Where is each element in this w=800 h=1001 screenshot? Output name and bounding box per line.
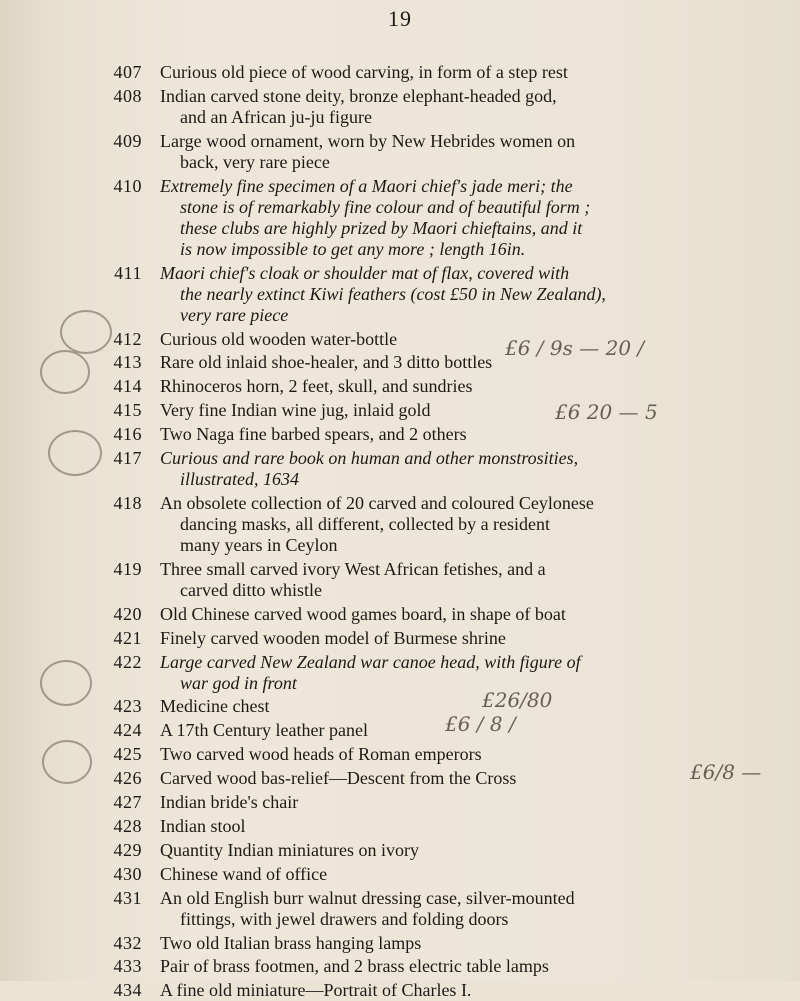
- page-number: 19: [388, 6, 412, 31]
- pencil-circle-icon: [40, 660, 92, 706]
- lot-description-line: Finely carved wooden model of Burmese shrine: [160, 627, 506, 648]
- lot-description-line: Pair of brass footmen, and 2 brass electric table lamps: [160, 956, 549, 977]
- lot-description: [160, 176, 785, 260]
- lot-number: 415: [113, 400, 142, 421]
- lot-number: 416: [113, 424, 142, 445]
- lot-description: [160, 400, 785, 421]
- lot-description: [160, 980, 785, 1001]
- lot-number: 424: [113, 720, 142, 741]
- lot-number: 411: [114, 262, 142, 283]
- handwritten-note: £6 20 — 5: [555, 400, 658, 424]
- lot-number: 427: [113, 792, 142, 812]
- lot-number: 413: [113, 352, 142, 373]
- lot-description-line: these clubs are highly prized by Maori chieftains, and it: [180, 217, 583, 238]
- lot-description-line: Medicine chest: [160, 696, 270, 717]
- lot-number: 430: [113, 863, 142, 884]
- handwritten-note: £6 / 8 /: [445, 712, 516, 736]
- lot-description-line: Two Naga fine barbed spears, and 2 others: [160, 424, 467, 445]
- lot-number: 433: [113, 956, 142, 977]
- lot-description: [160, 376, 785, 397]
- lot-description: [160, 329, 785, 350]
- lot-description-line: and an African ju-ju figure: [180, 106, 372, 127]
- lot-description: [160, 352, 785, 373]
- lot-number: 423: [113, 696, 142, 717]
- lot-number: 408: [113, 85, 142, 106]
- lot-description: [160, 62, 785, 83]
- lot-description: [160, 131, 785, 173]
- lot-description-line: Two carved wood heads of Roman emperors: [160, 744, 482, 765]
- lot-number: 409: [113, 130, 142, 151]
- lot-description-line: fittings, with jewel drawers and folding doors: [180, 908, 509, 929]
- lot-description-line: Indian stool: [160, 815, 246, 836]
- pencil-circle-icon: [42, 740, 92, 784]
- lot-number: 428: [113, 815, 142, 836]
- lot-description: [160, 652, 785, 694]
- lot-number: 426: [113, 768, 142, 789]
- lot-description: [160, 816, 785, 837]
- lot-number: 429: [113, 839, 142, 860]
- lot-description-line: illustrated, 1634: [180, 469, 300, 489]
- lot-description-line: war god in front: [180, 672, 297, 693]
- lot-description-line: stone is of remarkably fine colour and of beautiful form ;: [180, 196, 591, 217]
- lot-description: [160, 424, 785, 445]
- lot-description-line: carved ditto whistle: [180, 579, 322, 600]
- lot-description: [160, 263, 785, 326]
- lot-description-line: back, very rare piece: [180, 151, 330, 172]
- lot-description-line: the nearly extinct Kiwi feathers (cost £50 in New Zealand),: [180, 283, 606, 304]
- lot-number: 410: [113, 175, 142, 196]
- lot-description-line: Curious old wooden water-bottle: [160, 328, 398, 349]
- lot-number: 412: [113, 328, 142, 349]
- lot-description-line: Curious old piece of wood carving, in form of a step rest: [160, 62, 568, 82]
- lot-description-line: Indian bride's chair: [160, 792, 299, 812]
- lot-description: [160, 604, 785, 625]
- handwritten-note: £6/8 —: [690, 760, 762, 784]
- lot-description-line: Maori chief's cloak or shoulder mat of flax, covered with: [160, 262, 570, 283]
- lot-number: 434: [113, 980, 142, 1001]
- lot-description-line: very rare piece: [180, 304, 289, 325]
- lot-description: [160, 628, 785, 649]
- lot-description: [160, 792, 785, 813]
- lot-description-line: A fine old miniature—Portrait of Charles I.: [160, 980, 472, 1001]
- lot-description: [160, 86, 785, 128]
- lot-description-line: dancing masks, all different, collected by a resident: [180, 513, 551, 534]
- lot-description-line: A 17th Century leather panel: [160, 720, 368, 741]
- lot-description-line: Rhinoceros horn, 2 feet, skull, and sundries: [160, 376, 473, 397]
- lot-description: [160, 864, 785, 885]
- lot-description-line: Very fine Indian wine jug, inlaid gold: [160, 400, 431, 421]
- lot-description-line: many years in Ceylon: [180, 534, 338, 555]
- lot-number: 421: [113, 627, 142, 648]
- lot-description: [160, 933, 785, 954]
- lot-number: 417: [113, 448, 142, 468]
- lot-description-line: Old Chinese carved wood games board, in shape of boat: [160, 603, 566, 624]
- lot-description: [160, 888, 785, 930]
- lot-description-line: Rare old inlaid shoe-healer, and 3 ditto bottles: [160, 352, 493, 373]
- lot-description-line: Large carved New Zealand war canoe head, with figure of: [160, 651, 581, 672]
- lot-number: 420: [113, 603, 142, 624]
- lot-description-line: Extremely fine specimen of a Maori chief's jade meri; the: [160, 175, 573, 196]
- handwritten-note: £6 / 9s — 20 /: [505, 336, 645, 360]
- lot-description-line: Three small carved ivory West African fetishes, and a: [160, 558, 546, 579]
- lot-description-line: An old English burr walnut dressing case, silver-mounted: [160, 887, 575, 908]
- lot-description: [160, 559, 785, 601]
- lot-description: [160, 840, 785, 861]
- lot-description: [160, 448, 785, 490]
- pencil-circle-icon: [40, 350, 90, 394]
- handwritten-note: £26/80: [482, 688, 553, 712]
- lot-description-line: Two old Italian brass hanging lamps: [160, 932, 422, 953]
- lot-description-line: Chinese wand of office: [160, 863, 328, 884]
- lot-number: 432: [113, 932, 142, 953]
- lot-description-line: An obsolete collection of 20 carved and coloured Ceylonese: [160, 492, 594, 513]
- lot-description-line: Indian carved stone deity, bronze elephant-headed god,: [160, 85, 557, 106]
- lot-number: 425: [113, 744, 142, 765]
- lot-description: [160, 493, 785, 556]
- pencil-circle-icon: [60, 310, 112, 354]
- lot-number: 414: [113, 376, 142, 397]
- lot-description: [160, 956, 785, 977]
- lot-description-line: Large wood ornament, worn by New Hebrides women on: [160, 130, 576, 151]
- lot-number: 422: [113, 651, 142, 672]
- lot-description-line: is now impossible to get any more ; length 16in.: [180, 238, 526, 259]
- lot-number: 418: [113, 492, 142, 513]
- pencil-circle-icon: [48, 430, 102, 476]
- lot-description-line: Carved wood bas-relief—Descent from the Cross: [160, 768, 517, 789]
- lot-description-line: Quantity Indian miniatures on ivory: [160, 839, 419, 860]
- lot-number: 431: [113, 887, 142, 908]
- lot-number: 407: [113, 62, 142, 82]
- lot-number: 419: [113, 558, 142, 579]
- lot-description-line: Curious and rare book on human and other monstrosities,: [160, 448, 579, 468]
